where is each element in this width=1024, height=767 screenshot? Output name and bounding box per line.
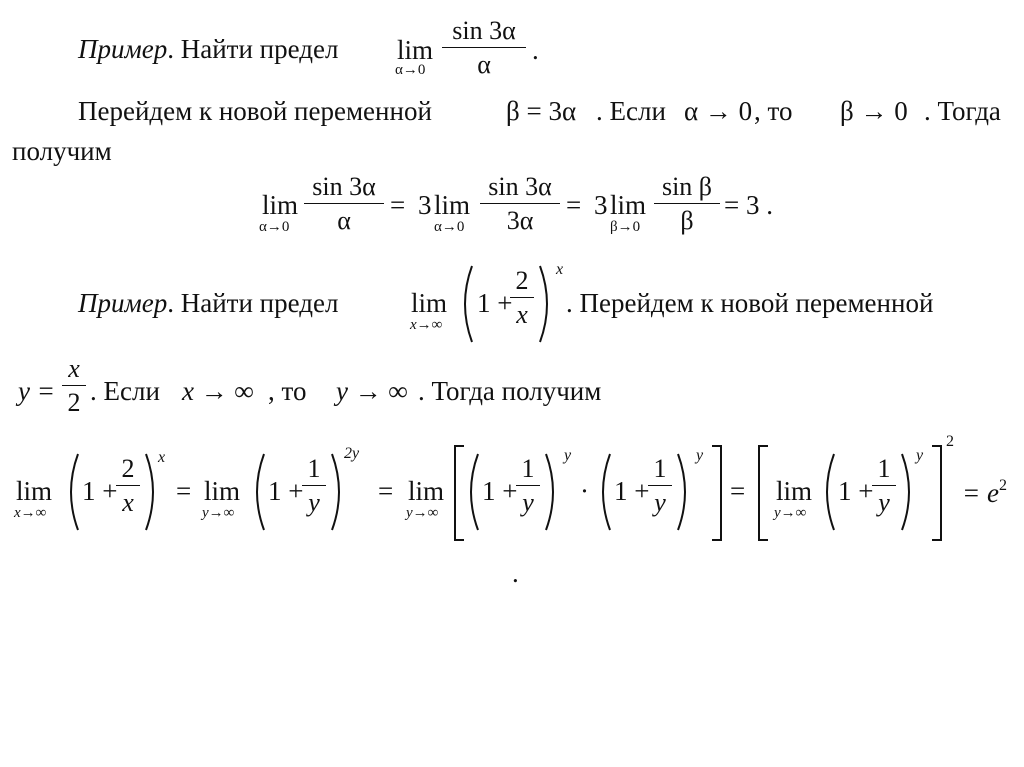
lim-subscript: x→∞ [410, 317, 443, 333]
math-expression: β → 0 [840, 96, 908, 126]
fraction-denominator: y [654, 488, 666, 517]
equals-sign: = [730, 476, 746, 506]
math-expression: x → ∞ [182, 376, 254, 406]
fraction-bar [116, 485, 140, 486]
multiply-dot: · [580, 476, 589, 506]
equals-sign: = [390, 190, 406, 220]
fraction-denominator: x [122, 488, 134, 517]
paragraph-text: . Тогда [924, 96, 1001, 126]
exponent: y [696, 447, 704, 464]
fraction-bar [654, 203, 720, 204]
fraction [442, 18, 526, 78]
fraction-bar [480, 203, 560, 204]
exponent: 2y [344, 445, 360, 462]
left-bracket [756, 444, 770, 542]
left-paren [462, 452, 482, 532]
fraction-bar [442, 47, 526, 48]
fraction-numerator: sin 3α [488, 172, 552, 201]
fraction-bar [648, 485, 672, 486]
one-plus: 1 + [482, 476, 518, 506]
left-paren [594, 452, 614, 532]
lim-operator: lim [776, 476, 813, 506]
fraction-denominator: α [477, 50, 491, 79]
right-paren [674, 452, 694, 532]
trailing-dot: . [512, 558, 519, 588]
one-plus: 1 + [614, 476, 650, 506]
period: . [532, 35, 539, 65]
lim-subscript: α→0 [395, 62, 426, 78]
fraction [654, 174, 720, 234]
example-2-line [78, 290, 338, 317]
left-paren [62, 452, 82, 532]
paragraph-text: . Если [596, 96, 666, 126]
right-bracket [710, 444, 724, 542]
one-plus: 1 + [838, 476, 874, 506]
math-expression: α → 0 [684, 96, 753, 126]
fraction-numerator: sin 3α [312, 172, 376, 201]
equals-sign: = [176, 476, 192, 506]
example-label: Пример [78, 288, 168, 318]
paragraph-text: . Перейдем к новой переменной [566, 288, 934, 318]
fraction-denominator: α [337, 206, 351, 235]
example-1-line [78, 36, 338, 63]
fraction-numerator: sin β [661, 172, 713, 201]
one-plus: 1 + [268, 476, 304, 506]
fraction-numerator: x [68, 354, 80, 383]
lim-operator: lim [610, 190, 647, 220]
lim-operator: lim [434, 190, 471, 220]
math-expression: y → ∞ [336, 376, 408, 406]
lim-operator: lim [411, 288, 448, 318]
right-paren [898, 452, 918, 532]
fraction [510, 268, 534, 328]
example-text: . Найти предел [167, 34, 339, 64]
equals-sign: = [378, 476, 394, 506]
lim-operator: lim [408, 476, 445, 506]
right-bracket [930, 444, 944, 542]
fraction-denominator: 2 [67, 388, 81, 417]
result: = 3 . [724, 190, 773, 220]
fraction-numerator: 2 [121, 454, 135, 483]
lim-subscript: y→∞ [202, 505, 235, 521]
paragraph-text: . Тогда получим [418, 376, 602, 406]
result-exponent: 2 [998, 477, 1007, 494]
lim-subscript: α→0 [259, 219, 290, 235]
fraction-numerator: 1 [877, 454, 891, 483]
paragraph-text: получим [12, 136, 112, 166]
lim-subscript: y→∞ [406, 505, 439, 521]
left-paren [818, 452, 838, 532]
lim-subscript: α→0 [434, 219, 465, 235]
right-paren [536, 264, 556, 344]
left-paren [456, 264, 476, 344]
fraction-numerator: 1 [521, 454, 535, 483]
fraction-denominator: y [308, 488, 320, 517]
fraction-bar [302, 485, 326, 486]
paragraph-text: . Если [90, 376, 160, 406]
fraction-bar [304, 203, 384, 204]
coefficient: 3 [594, 190, 608, 220]
math-expression: y = [18, 376, 55, 406]
lim-subscript: x→∞ [14, 505, 47, 521]
fraction-denominator: y [522, 488, 534, 517]
lim-operator: lim [397, 35, 434, 65]
fraction-numerator: 2 [515, 266, 529, 295]
coefficient: 3 [418, 190, 432, 220]
example-text: . Найти предел [167, 288, 339, 318]
lim-operator: lim [204, 476, 241, 506]
fraction [648, 456, 672, 516]
fraction-numerator: sin 3α [452, 16, 516, 45]
paragraph-text: , то [754, 96, 793, 126]
exponent: 2 [946, 433, 954, 450]
fraction-denominator: y [878, 488, 890, 517]
fraction [116, 456, 140, 516]
fraction-denominator: β [680, 206, 694, 235]
fraction-numerator: 1 [653, 454, 667, 483]
right-paren [542, 452, 562, 532]
math-expression: β = 3α [506, 96, 577, 126]
fraction-numerator: 1 [307, 454, 321, 483]
fraction [304, 174, 384, 234]
right-paren [328, 452, 348, 532]
exponent: y [916, 447, 924, 464]
exponent: x [556, 261, 564, 278]
fraction-denominator: x [516, 300, 528, 329]
lim-subscript: β→0 [610, 219, 641, 235]
one-plus: 1 + [477, 288, 513, 318]
exponent: x [158, 449, 166, 466]
fraction [62, 356, 86, 416]
fraction-bar [872, 485, 896, 486]
fraction-bar [62, 385, 86, 386]
fraction-bar [516, 485, 540, 486]
fraction [872, 456, 896, 516]
exponent: y [564, 447, 572, 464]
one-plus: 1 + [82, 476, 118, 506]
left-paren [248, 452, 268, 532]
lim-subscript: y→∞ [774, 505, 807, 521]
result-base: = e [962, 478, 999, 508]
lim-operator: lim [262, 190, 299, 220]
equals-sign: = [566, 190, 582, 220]
paragraph-text: , то [268, 376, 307, 406]
fraction-bar [510, 297, 534, 298]
example-label: Пример [78, 34, 168, 64]
fraction-denominator: 3α [506, 206, 534, 235]
fraction [302, 456, 326, 516]
paragraph-text: Перейдем к новой переменной [78, 96, 432, 126]
fraction [516, 456, 540, 516]
result [962, 478, 1007, 507]
lim-operator: lim [16, 476, 53, 506]
fraction [480, 174, 560, 234]
